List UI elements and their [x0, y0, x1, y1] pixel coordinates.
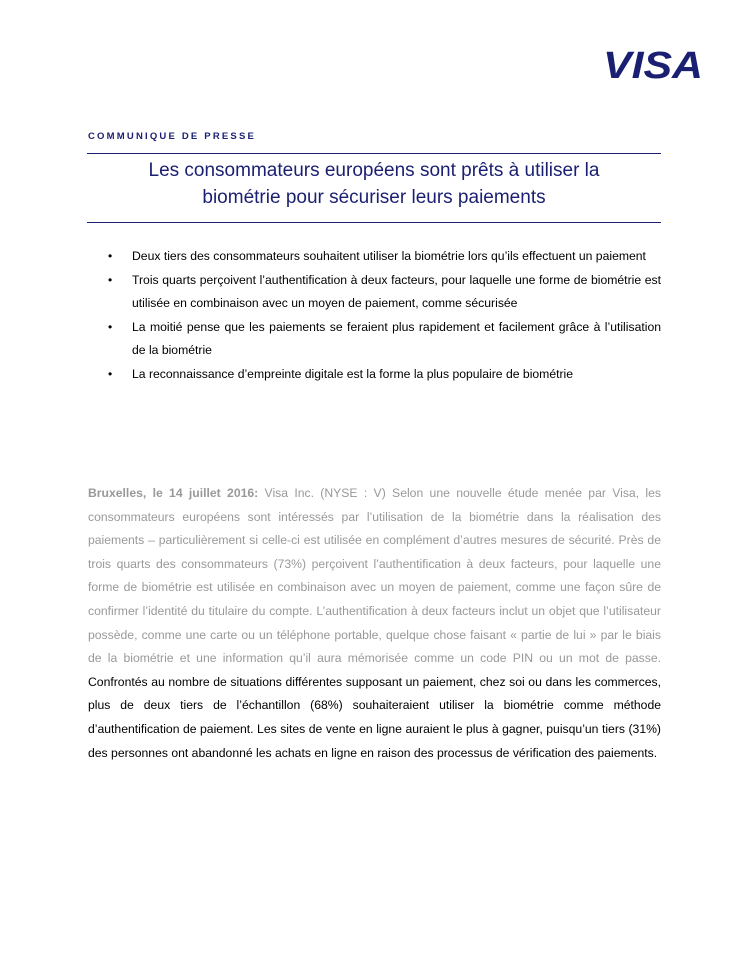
key-points-list	[106, 245, 661, 387]
list-item: • Trois quarts perçoivent l’authentification à deux facteurs, pour laquelle une forme de biométrie est utilisée en combinaison avec un moyen de paiement, comme sécurisée	[106, 269, 661, 316]
dateline: Bruxelles, le 14 juillet 2016:	[88, 486, 259, 500]
svg-text:VISA: VISA	[603, 46, 703, 82]
visa-logo	[601, 46, 705, 82]
list-item: • Deux tiers des consommateurs souhaitent utiliser la biométrie lors qu’ils effectuent un paiement	[106, 245, 661, 269]
title-line-2: biométrie pour sécuriser leurs paiements	[202, 187, 546, 208]
press-release-label: COMMUNIQUE DE PRESSE	[88, 131, 257, 142]
headline-top-rule	[87, 153, 661, 154]
list-item: • La moitié pense que les paiements se feraient plus rapidement et facilement grâce à l’utilisation de la biométrie	[106, 316, 661, 363]
body-highlight-text: Confrontés au nombre de situations différentes supposant un paiement, chez soi ou dans les commerces, plus de deux tiers de l’échantillon (68%) souhaiteraient utiliser la biométrie comme méthode d’authentification de paiement. Les sites de vente en ligne auraient le plus à gagner, puisqu’un tiers (31%) des personnes ont abandonné les achats en ligne en raison des processus de vérification des paiements.	[88, 674, 661, 760]
list-item: • La reconnaissance d’empreinte digitale est la forme la plus populaire de biométrie	[106, 363, 661, 387]
body-intro-text: Visa Inc. (NYSE : V) Selon une nouvelle étude menée par Visa, les consommateurs européens sont intéressés par l’utilisation de la biométrie dans la réalisation des paiements – particulièrement si celle-ci est utilisée en complément d’autres mesures de sécurité. Près de trois quarts des consommateurs (73%) perçoivent l’authentification à deux facteurs, pour laquelle une forme de biométrie est utilisée en combinaison avec un moyen de paiement, comme une façon sûre de confirmer l’identité du titulaire du compte. L’authentification à deux facteurs inclut un objet que l’utilisateur possède, comme une carte ou un téléphone portable, quelque chose faisant « partie de lui » par le biais de la biométrie et une information qu’il aura mémorisée comme un code PIN ou un mot de passe.	[88, 486, 661, 666]
title-line-1: Les consommateurs européens sont prêts à utiliser la	[148, 160, 600, 181]
page-title	[87, 157, 661, 211]
headline-bottom-rule	[87, 222, 661, 223]
body-paragraph	[88, 482, 661, 765]
